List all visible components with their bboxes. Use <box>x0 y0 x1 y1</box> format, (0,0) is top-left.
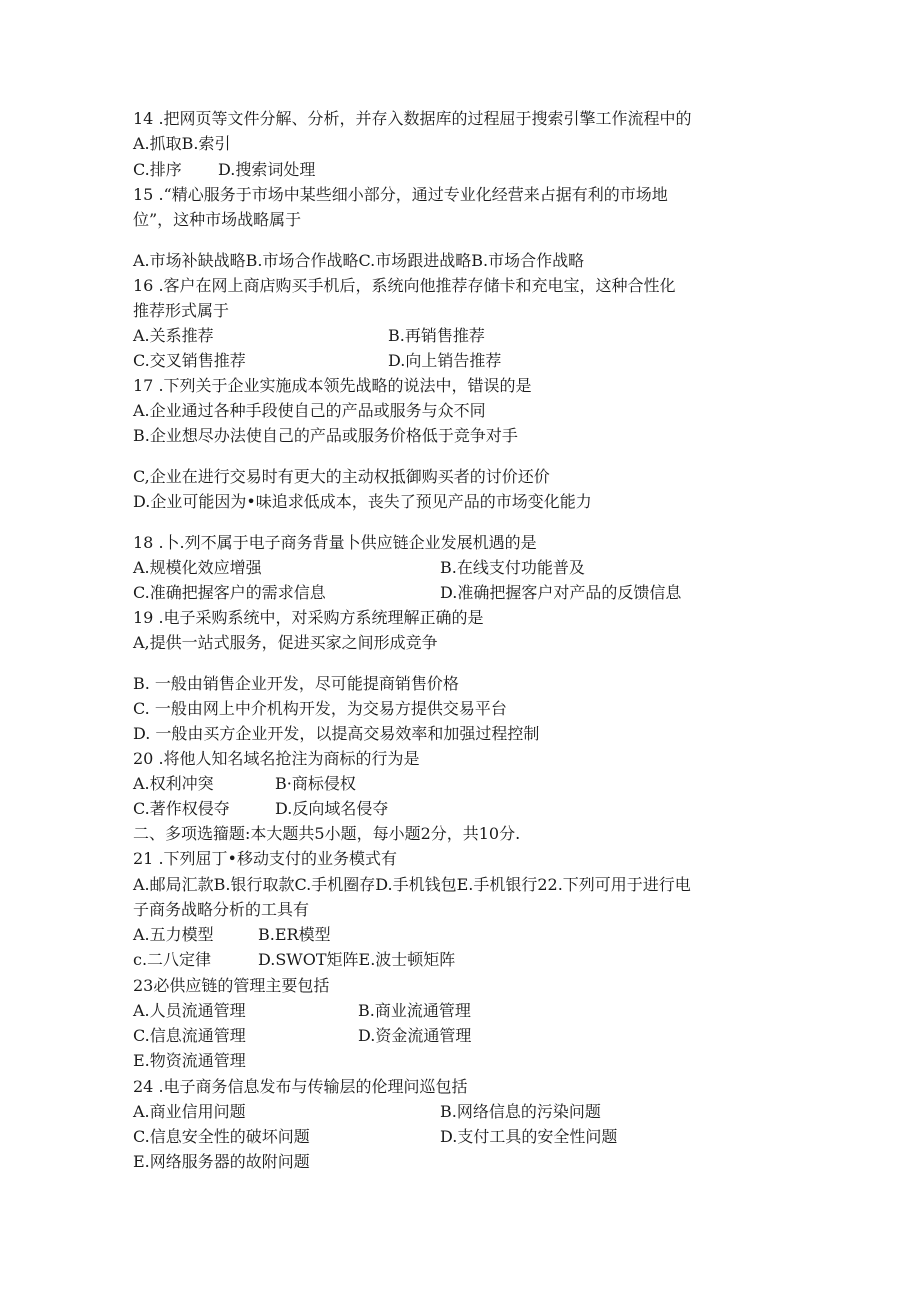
q21-stem: 21 .下列屈丁•移动支付的业务模式有 <box>133 849 397 868</box>
q17-option-d: D.企业可能因为•味追求低成本，丧失了预见产品的市场变化能力 <box>133 492 592 511</box>
section-2-heading: 二、多项选籀题:本大题共5小题，每小题2分，共10分. <box>133 824 521 843</box>
q20-stem: 20 .将他人知名域名抢注为商标的行为是 <box>133 749 420 768</box>
q18-option-a: A.规模化效应增强 <box>133 558 262 577</box>
q16-option-c: C.交叉销售推荐 <box>133 351 246 370</box>
q16-option-a: A.关系推荐 <box>133 326 214 345</box>
q21-options-q22-stem: A.邮局汇款B.银行取款C.手机圈存D.手机钱包E.手机银行22.下列可用于进行电 <box>133 875 691 894</box>
q23-stem: 23必供应链的管理主要包括 <box>133 976 330 995</box>
q24-option-b: B.网络信息的污染问题 <box>440 1102 601 1121</box>
q14-option-c: C.排序 <box>133 160 182 179</box>
q23-option-d: D.资金流通管理 <box>358 1026 472 1045</box>
q22-stem-cont: 子商务战略分析的工具有 <box>133 900 310 919</box>
q18-option-d: D.准确把握客户对产品的反馈信息 <box>440 583 682 602</box>
q16-stem-line1: 16 .客户在网上商店购买手机后，系统向他推荐存储卡和充电宝，这种合性化 <box>133 276 676 295</box>
q16-option-d: D.向上销告推荐 <box>388 351 502 370</box>
q19-option-a: A,提供一站式服务，促进买家之间形成竞争 <box>133 633 438 652</box>
q20-option-a: A.权利冲突 <box>133 774 214 793</box>
q16-stem-line2: 推荐形式属于 <box>133 301 230 320</box>
q19-option-d: D. 一般由买方企业开发，以提高交易效率和加强过程控制 <box>133 724 540 743</box>
q16-option-b: B.再销售推荐 <box>388 326 485 345</box>
q14-option-d: D.搜索词处理 <box>218 160 316 179</box>
q24-stem: 24 .电子商务信息发布与传输层的伦理问巡包括 <box>133 1077 468 1096</box>
q23-option-a: A.人员流通管理 <box>133 1001 246 1020</box>
q14-options-ab: A.抓取B.索引 <box>133 134 231 153</box>
q23-option-c: C.信息流通管理 <box>133 1026 246 1045</box>
q20-option-b: B·商标侵权 <box>275 774 356 793</box>
q14-stem: 14 .把网页等文件分解、分析，并存入数据库的过程屈于搜索引擎工作流程中的 <box>133 109 692 128</box>
q18-option-b: B.在线支付功能普及 <box>440 558 585 577</box>
q24-option-d: D.支付工具的安全性问题 <box>440 1127 618 1146</box>
q22-option-a: A.五力模型 <box>133 925 214 944</box>
q17-option-a: A.企业通过各种手段使自己的产品或服务与众不同 <box>133 401 486 420</box>
q23-option-e: E.物资流通管理 <box>133 1051 246 1070</box>
q24-option-c: C.信息安全性的破坏问题 <box>133 1127 310 1146</box>
q17-option-b: B.企业想尽办法使自己的产品或服务价格低于竞争对手 <box>133 426 518 445</box>
q15-options: A.市场补缺战略B.市场合作战略C.市场跟进战略B.市场合作战略 <box>133 251 585 270</box>
q19-option-c: C. 一般由网上中介机构开发，为交易方提供交易平台 <box>133 699 507 718</box>
q17-option-c: C,企业在进行交易时有更大的主动权抵御购买者的讨价还价 <box>133 467 550 486</box>
q19-option-b: B. 一般由销售企业开发，尽可能提商销售价格 <box>133 674 459 693</box>
q22-option-b: B.ER模型 <box>258 925 331 944</box>
q15-stem-line2: 位”，这种市场战略属于 <box>133 210 302 229</box>
q18-option-c: C.准确把握客户的需求信息 <box>133 583 326 602</box>
q24-option-a: A.商业信用问题 <box>133 1102 246 1121</box>
q22-option-c: c.二八定律 <box>133 950 212 969</box>
q17-stem: 17 .下列关于企业实施成本领先战略的说法中，错误的是 <box>133 376 532 395</box>
q22-options-de: D.SWOT矩阵E.波士顿矩阵 <box>258 950 456 969</box>
q20-option-d: D.反向域名侵夺 <box>275 799 389 818</box>
q20-option-c: C.著作权侵夺 <box>133 799 230 818</box>
q19-stem: 19 .电子采购系统中，对采购方系统理解正确的是 <box>133 608 484 627</box>
q18-stem: 18 .卜.列不属于电子商务背量卜供应链企业发展机遇的是 <box>133 533 537 552</box>
q15-stem-line1: 15 .“精心服务于市场中某些细小部分，通过专业化经营来占据有利的市场地 <box>133 185 668 204</box>
q23-option-b: B.商业流通管理 <box>358 1001 471 1020</box>
q24-option-e: E.网络服务器的故附问题 <box>133 1152 310 1171</box>
